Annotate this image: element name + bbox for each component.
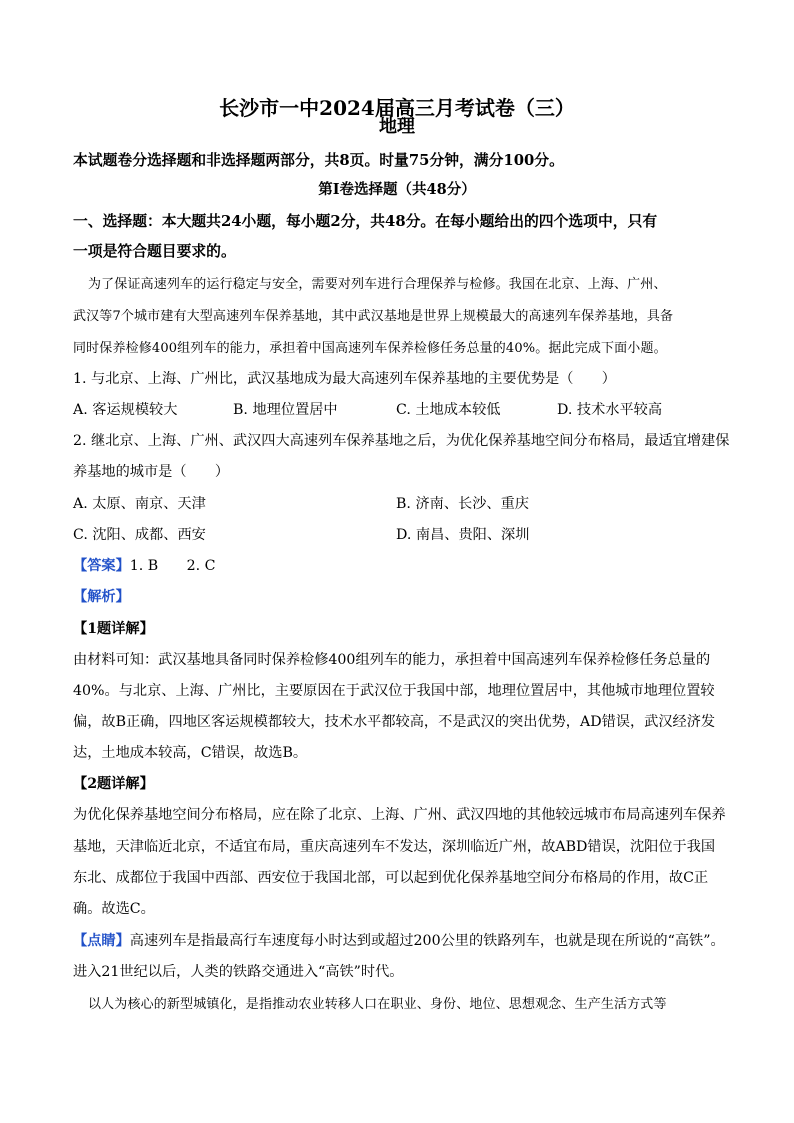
question-2-option-a: A. 太原、南京、天津 xyxy=(73,496,206,512)
analysis-label: 【解析】 xyxy=(73,589,130,605)
next-material-line-1: 以人为核心的新型城镇化，是指推动农业转移人口在职业、身份、地位、思想观念、生产生活方式等 xyxy=(88,997,667,1012)
exam-intro: 本试题卷分选择题和非选择题两部分，共8页。时量75分钟，满分100分。 xyxy=(73,152,564,169)
detail-1-line-2: 40%。与北京、上海、广州比，主要原因在于武汉位于我国中部，地理位置居中，其他城市地理位置较 xyxy=(73,683,715,699)
tip-label: 【点睛】 xyxy=(73,933,130,949)
detail-2-line-2: 基地，天津临近北京，不适宜布局，重庆高速列车不发达，深圳临近广州，故ABD错误，沈阳位于我国 xyxy=(73,839,716,855)
material-line-3: 同时保养检修400组列车的能力，承担着中国高速列车保养检修任务总量的40%。据此完成下面小题。 xyxy=(73,341,667,356)
question-2-option-b: B. 济南、长沙、重庆 xyxy=(396,496,529,512)
tip-line-2: 进入21世纪以后，人类的铁路交通进入“高铁”时代。 xyxy=(73,964,404,980)
answer-value: 1. B 2. C xyxy=(129,558,216,574)
section-title: 第Ⅰ卷选择题（共48分） xyxy=(318,181,476,198)
question-2-option-c: C. 沈阳、成都、西安 xyxy=(73,527,206,543)
question-1-option-c: C. 土地成本较低 xyxy=(396,402,501,418)
answer-line xyxy=(73,556,216,576)
question-2-stem-line-2: 养基地的城市是（ ） xyxy=(73,464,230,480)
detail-1-line-4: 达，土地成本较高，C错误，故选B。 xyxy=(73,745,308,761)
material-line-1: 为了保证高速列车的运行稳定与安全，需要对列车进行合理保养与检修。我国在北京、上海、广州、 xyxy=(88,277,667,292)
tip-line-1 xyxy=(73,931,725,951)
question-1-option-a: A. 客运规模较大 xyxy=(73,402,178,418)
detail-1-label: 【1题详解】 xyxy=(73,621,154,637)
detail-2-label: 【2题详解】 xyxy=(73,776,154,792)
material-line-2: 武汉等7个城市建有大型高速列车保养基地，其中武汉基地是世界上规模最大的高速列车保养基地，具备 xyxy=(73,309,674,324)
subject-title: 地理 xyxy=(379,116,415,137)
question-2-stem-line-1: 2. 继北京、上海、广州、武汉四大高速列车保养基地之后，为优化保养基地空间分布格局，最适宜增建保 xyxy=(73,433,730,449)
question-1-stem: 1. 与北京、上海、广州比，武汉基地成为最大高速列车保养基地的主要优势是（ ） xyxy=(73,371,616,387)
instruction-line-2: 一项是符合题目要求的。 xyxy=(73,243,236,260)
detail-2-line-3: 东北、成都位于我国中西部、西安位于我国北部，可以起到优化保养基地空间分布格局的作用，故C正 xyxy=(73,870,709,886)
instruction-line-1: 一、选择题：本大题共24小题，每小题2分，共48分。在每小题给出的四个选项中，只有 xyxy=(73,213,658,230)
detail-2-line-4: 确。故选C。 xyxy=(73,901,155,917)
exam-title: 长沙市一中2024届高三月考试卷（三） xyxy=(219,96,575,120)
tip-text-1: 高速列车是指最高行车速度每小时达到或超过200公里的铁路列车，也就是现在所说的“高铁”。 xyxy=(129,933,725,949)
question-2-option-d: D. 南昌、贵阳、深圳 xyxy=(396,527,530,543)
answer-label: 【答案】 xyxy=(73,558,130,574)
question-1-option-d: D. 技术水平较高 xyxy=(557,402,663,418)
question-1-option-b: B. 地理位置居中 xyxy=(233,402,338,418)
detail-1-line-1: 由材料可知：武汉基地具备同时保养检修400组列车的能力，承担着中国高速列车保养检修任务总量的 xyxy=(73,652,711,668)
detail-1-line-3: 偏，故B正确，四地区客运规模都较大，技术水平都较高，不是武汉的突出优势，AD错误，武汉经济发 xyxy=(73,714,716,730)
detail-2-line-1: 为优化保养基地空间分布格局，应在除了北京、上海、广州、武汉四地的其他较远城市布局高速列车保养 xyxy=(73,807,726,823)
